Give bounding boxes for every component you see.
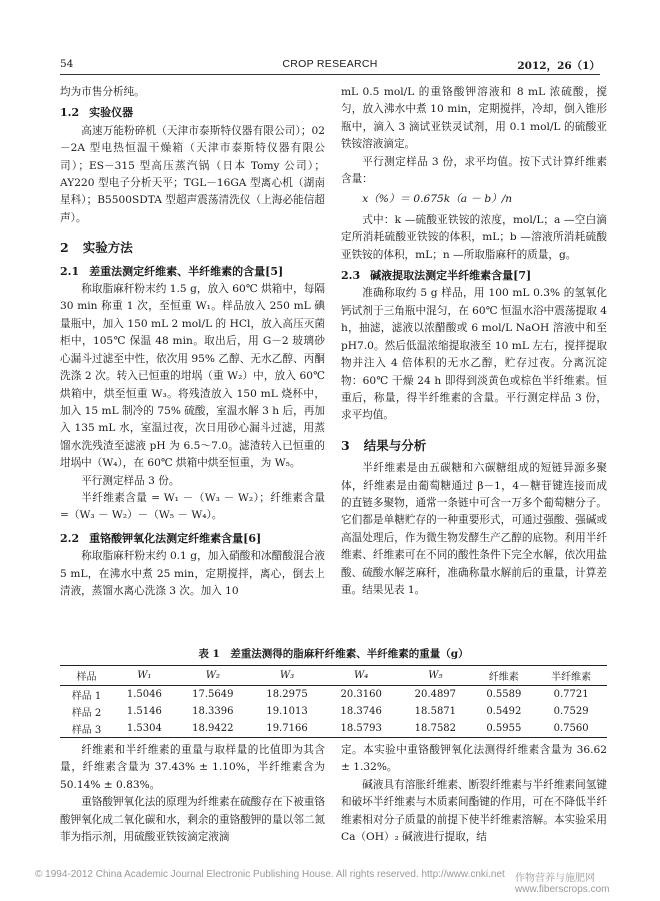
table-cell: 18.3396 — [192, 706, 234, 717]
table-cell: 样品 2 — [71, 708, 102, 719]
watermark-text: 作物营养与施肥网 www.fiberscrops.com — [515, 873, 610, 895]
copyright-notice: © 1994-2012 China Academic Journal Electronic Publishing House. All rights reserved. http://www.cnki.net — [35, 869, 505, 880]
section-heading-2-3: 2.3 碱液提取法测定半纤维素含量[7] — [341, 269, 532, 283]
table-cell: 19.1013 — [266, 706, 308, 717]
table-cell: 0.5589 — [486, 689, 522, 700]
table-header-cell: 半纤维素 — [535, 666, 607, 686]
section-heading-2-2: 2.2 重铬酸钾氧化法测定纤维素含量[6] — [60, 531, 262, 545]
journal-volume: 2012，26（1） — [517, 60, 600, 72]
table-cell: 1.5304 — [113, 720, 176, 738]
table-cell: 19.7166 — [250, 720, 324, 738]
table-cell: 1.5046 — [126, 689, 162, 700]
section-heading-1-2: 1.2 实验仪器 — [60, 106, 134, 120]
table-cell: 0.7721 — [553, 689, 589, 700]
table-header-cell: W₂ — [176, 666, 250, 686]
header-rule — [60, 74, 600, 75]
table-cell: 0.5955 — [472, 720, 535, 738]
bottom-right-column — [341, 742, 607, 846]
data-table — [60, 665, 607, 738]
paragraph-formula-2-1: 半纤维素含量 = W₁ －（W₃ － W₂）；纤维素含量 =（W₃ － W₂）－（W₅ － W₄）。 — [60, 491, 325, 522]
table-row — [60, 686, 607, 704]
right-column — [341, 84, 607, 599]
bottom-left-column — [60, 742, 325, 846]
table-cell: 1.5146 — [126, 706, 162, 717]
paragraph-method-2-3: 准确称取约 5 g 样品，用 100 mL 0.3% 的氢氧化钙试剂于三角瓶中混匀，在 60℃ 恒温水浴中震荡提取 4 h，抽滤，滤液以浓醋酸或 6 mol/L NaOH 溶液中和至 pH7.0。然后低温浓缩提取液至 10 mL 左右，搅拌提取物并注入 4 倍体积的无水乙醇，贮存过夜。分离沉淀物：60℃ 干燥 24 h 即得到淡黄色或棕色半纤维素。恒重后，称量，得半纤维素的含量。平行测定样品 3 份，求平均值。 — [341, 287, 607, 422]
table-1 — [60, 646, 607, 738]
paragraph: 平行测定样品 3 份，求平均值。按下式计算纤维素含量： — [341, 155, 607, 186]
paragraph-method-2-1: 称取脂麻秆粉末约 1.5 g，放入 60℃ 烘箱中，每隔 30 min 称重 1 次，至恒重 W₁。样品放入 250 mL 碘量瓶中，加入 150 mL 2 mol/L 的 HCl，放入高压灭菌柜中，105℃ 保温 48 min。取出后，用 G－2 玻璃砂心漏斗过滤至中性，依次用 95% 乙醇、无水乙醇、丙酮洗涤 2 次。转入已恒重的坩埚（重 W₂）中，放入 60℃ 烘箱中，烘至恒重 W₃。将残渣放入 150 mL 烧杯中，加入 15 mL 制冷的 75% 硫酸，室温水解 3 h 后，再加入 135 mL 水，室温过夜，次日用砂心漏斗过滤，用蒸馏水洗残渣至滤液 pH 为 6.5～7.0。滤渣转入已恒重的坩埚中（W₄），在 60℃ 烘箱中烘至恒重，为 W₅。 — [60, 283, 325, 470]
table-caption: 表 1 差重法测得的脂麻秆纤维素、半纤维素的重量（g） — [198, 648, 469, 660]
paragraph: mL 0.5 mol/L 的重铬酸钾溶液和 8 mL 浓硫酸，搅匀，放入沸水中煮 10 min，定期搅拌，冷却，倒入锥形瓶中，滴入 3 滴试亚铁灵试剂，用 0.1 mol/L 的硫酸亚铁铵溶液滴定。 — [341, 86, 607, 151]
paragraph: 定。本实验中重铬酸钾氧化法测得纤维素含量为 36.62 ± 1.32%。 — [341, 744, 607, 774]
paragraph: 碱液具有溶胀纤维素、断裂纤维素与半纤维素间氢键和破坏半纤维素与木质素间酯键的作用，可在不降低半纤维素相对分子质量的前提下使半纤维素溶解。本实验采用 Ca（OH）₂ 碱液进行提取，结 — [341, 778, 607, 844]
paragraph: 重铬酸钾氧化法的原理为纤维素在硫酸存在下被重铬酸钾氧化成二氧化碳和水，剩余的重铬酸钾的量以邻二氮菲为指示剂，用硫酸亚铁铵滴定液滴 — [60, 796, 325, 844]
paragraph: 均为市售分析纯。 — [60, 86, 145, 98]
table-cell: 0.5492 — [486, 706, 522, 717]
table-header-cell: 纤维素 — [472, 666, 535, 686]
table-header-cell: 样品 — [60, 666, 113, 686]
table-header-row — [60, 666, 607, 686]
running-header — [60, 58, 600, 72]
section-heading-2: 2 实验方法 — [60, 240, 133, 256]
table-cell: 20.3160 — [340, 689, 382, 700]
section-heading-2-1: 2.1 差重法测定纤维素、半纤维素的含量[5] — [60, 264, 284, 278]
paragraph-method-2-2: 称取脂麻秆粉末约 0.1 g，加入硝酸和冰醋酸混合液 5 mL，在沸水中煮 25 min，定期搅拌，离心，倒去上清液，蒸馏水离心洗涤 3 次。加入 10 — [60, 550, 325, 597]
table-header-cell: W₅ — [398, 666, 472, 686]
table-header-cell: W₁ — [113, 666, 176, 686]
paragraph-results: 半纤维素是由五碳糖和六碳糖组成的短链异源多聚体，纤维素是由葡萄糖通过 β－1，4－糖苷键连接而成的直链多聚物，通常一条链中可含一万多个葡萄糖分子。它们都是单糖贮存的一种重要形式，可通过强酸、强碱或高温处理后，作为微生物发酵生产乙醇的底物。利用半纤维素、纤维素可在不同的酸性条件下完全水解，依次用盐酸、硫酸水解芝麻秆，准确称量水解前后的重量，计算差重。结果见表 1。 — [341, 462, 607, 596]
table-cell: 0.7529 — [553, 706, 589, 717]
table-row — [60, 703, 607, 720]
table-cell: 18.2975 — [266, 689, 308, 700]
table-cell: 样品 1 — [71, 691, 102, 702]
table-cell: 17.5649 — [192, 689, 234, 700]
table-cell: 20.4897 — [414, 689, 457, 700]
footer-url[interactable]: http://www.cnki.net — [421, 869, 505, 880]
table-cell: 18.5793 — [324, 720, 398, 738]
table-cell: 18.9422 — [176, 720, 250, 738]
journal-title: CROP RESEARCH — [282, 58, 378, 70]
formula: x（%）＝ 0.675k（a － b）/n — [362, 193, 513, 206]
table-header-cell: W₃ — [250, 666, 324, 686]
section-heading-3: 3 结果与分析 — [341, 437, 427, 453]
paragraph-variables: 式中：k —硫酸亚铁铵的浓度，mol/L；a —空白滴定所消耗硫酸亚铁铵的体积，mL；b —溶液所消耗硫酸亚铁铵的体积，mL；n —所取脂麻秆的质量，g。 — [341, 213, 607, 261]
table-cell: 18.5871 — [414, 706, 457, 717]
table-cell: 18.3746 — [340, 706, 382, 717]
paragraph: 纤维素和半纤维素的重量与取样量的比值即为其含量，纤维素含量为 37.43% ± 1.10%，半纤维素含为 50.14% ± 0.83%。 — [60, 744, 325, 791]
left-column — [60, 84, 325, 600]
table-cell: 0.7560 — [535, 720, 607, 738]
table-cell: 样品 3 — [60, 720, 113, 738]
table-cell: 18.7582 — [398, 720, 472, 738]
table-header-cell: W₄ — [324, 666, 398, 686]
paragraph-instruments: 高速万能粉碎机（天津市泰斯特仪器有限公司）；02－2A 型电热恒温干燥箱（天津市泰斯特仪器有限公司）；ES－315 型高压蒸汽锅（日本 Tomy 公司）；AY220 型电子分析天平；TGL－16GA 型离心机（湖南星科）；B5500SDTA 型超声震荡清洗仪（上海必能信超声）。 — [60, 124, 325, 224]
page-number: 54 — [60, 58, 74, 70]
paragraph: 平行测定样品 3 份。 — [81, 474, 180, 487]
table-row — [60, 720, 607, 738]
